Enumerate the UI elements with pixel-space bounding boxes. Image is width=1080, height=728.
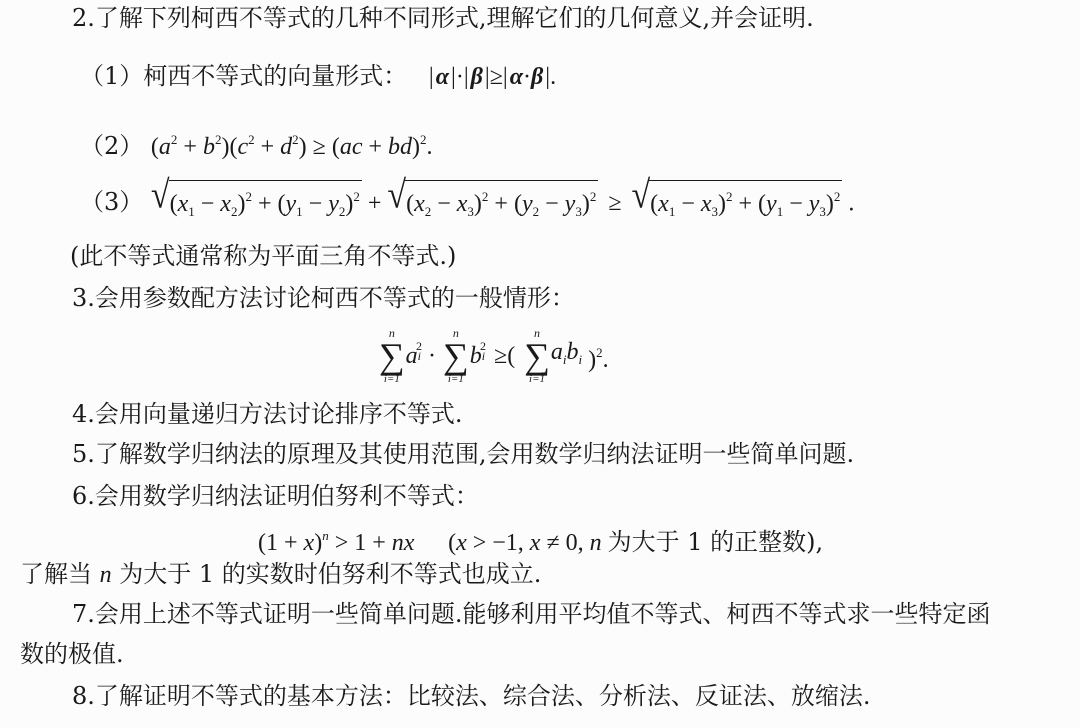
item-6-followup-a: 了解当	[20, 560, 100, 588]
item-8: 8.了解证明不等式的基本方法：比较法、综合法、分析法、反证法、放缩法.	[72, 682, 871, 710]
form-2	[80, 124, 433, 163]
item-2-heading: 2.了解下列柯西不等式的几种不同形式,理解它们的几何意义,并会证明.	[72, 4, 814, 32]
triangle-inequality-note: (此不等式通常称为平面三角不等式.)	[70, 242, 457, 270]
form-1-label: （1）柯西不等式的向量形式：	[80, 62, 408, 90]
general-cauchy-formula: n ∑ i=1 $ai^2$ · n ∑ i=1 $bi^2$ ≥( n ∑ i=1 $a_ib_i$ )$^2$.	[379, 326, 609, 385]
variable-n: n	[99, 562, 112, 588]
form-1	[80, 60, 556, 93]
item-5: 5.了解数学归纳法的原理及其使用范围,会用数学归纳法证明一些简单问题.	[72, 440, 855, 468]
bernoulli-formula	[258, 520, 823, 559]
sqrt-term-1: √ $(x_1 - x_2)^2 + (y_1 - y_2)^2$	[151, 180, 362, 226]
bernoulli-condition: (x > −1, x ≠ 0, n	[448, 530, 602, 556]
item-6-followup-b: 为大于 1 的实数时伯努利不等式也成立.	[111, 560, 542, 588]
sum-symbol-3: n ∑ i=1	[524, 326, 550, 385]
item-6-followup	[20, 558, 541, 591]
item-4: 4.会用向量递归方法讨论排序不等式.	[72, 400, 463, 428]
sqrt-term-3: √ $(x_1 - x_3)^2 + (y_1 - y_3)^2$	[631, 180, 842, 226]
cauchy-product-formula: $(a^2 + b^2)(c^2 + d^2) \ge (ac + bd)^2$.	[150, 132, 433, 160]
item-7-line-1: 7.会用上述不等式证明一些简单问题.能够利用平均值不等式、柯西不等式求一些特定函	[72, 600, 991, 628]
form-2-label: （2）	[80, 132, 144, 160]
item-3-heading: 3.会用参数配方法讨论柯西不等式的一般情形：	[72, 284, 575, 312]
item-7-line-2: 数的极值.	[20, 640, 124, 668]
item-6-heading: 6.会用数学归纳法证明伯努利不等式：	[72, 482, 479, 510]
triangle-inequality-formula: √ $(x_1 - x_2)^2 + (y_1 - y_2)^2$ + √ $(x_2 - x_3)^2 + (y_2 - y_3)^2$ ≥ √ $(x_1 - x_3)^2 + (y_1 - y_3)^2$ .	[151, 189, 854, 215]
vector-form-formula: | α |·| β |≥| α·β |.	[428, 64, 557, 90]
sum-symbol-1: n ∑ i=1	[379, 326, 405, 385]
form-3	[80, 174, 855, 226]
sqrt-term-2: √ $(x_2 - x_3)^2 + (y_2 - y_3)^2$	[387, 180, 598, 226]
sum-symbol-2: n ∑ i=1	[443, 326, 469, 385]
bernoulli-condition-text: 为大于 1 的正整数),	[607, 528, 824, 556]
form-3-label: （3）	[80, 188, 144, 217]
bernoulli-inequality: $(1 + x)^n > 1$ + nx	[258, 528, 415, 556]
